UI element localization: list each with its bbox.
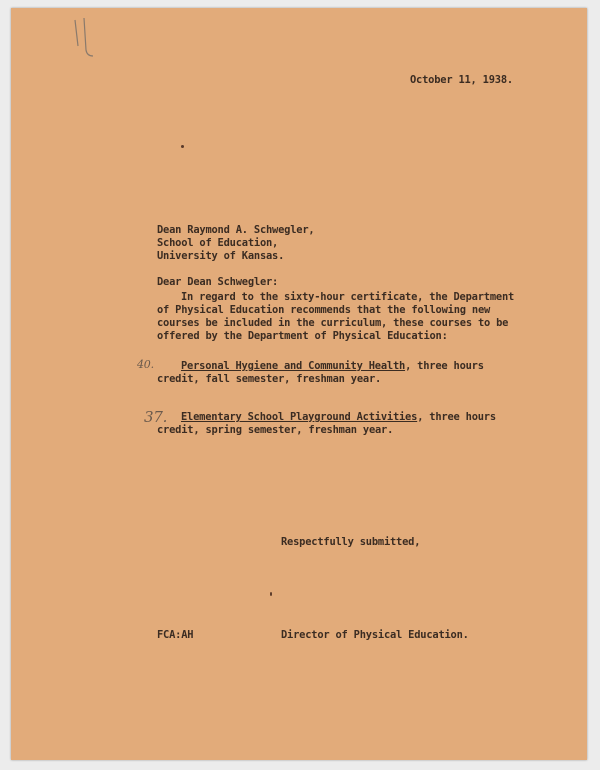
course-2-title: Elementary School Playground Activities xyxy=(181,411,418,423)
intro-line-1: In regard to the sixty-hour certificate, the Department xyxy=(181,291,515,303)
ink-dot-2 xyxy=(270,592,272,596)
letter-date: October 11, 1938. xyxy=(410,74,513,86)
course-1-line-1 xyxy=(181,360,484,372)
signature-title: Director of Physical Education. xyxy=(281,629,469,641)
pencil-mark xyxy=(71,16,95,64)
course-2-line-2: credit, spring semester, freshman year. xyxy=(157,424,394,436)
course-2-line-1 xyxy=(181,411,496,423)
letter-page xyxy=(11,8,587,760)
course-2-number: 37. xyxy=(144,408,168,426)
course-1-number: 40. xyxy=(137,358,154,371)
recipient-school: School of Education, xyxy=(157,237,279,249)
ink-dot xyxy=(181,145,184,148)
recipient-name: Dean Raymond A. Schwegler, xyxy=(157,224,315,236)
course-1-title: Personal Hygiene and Community Health xyxy=(181,360,406,372)
intro-line-4: offered by the Department of Physical Education: xyxy=(157,330,448,342)
course-1-hours: , three hours xyxy=(405,360,484,372)
course-2-hours: , three hours xyxy=(417,411,496,423)
course-1-line-2: credit, fall semester, freshman year. xyxy=(157,373,382,385)
typist-initials: FCA:AH xyxy=(157,629,194,641)
recipient-university: University of Kansas. xyxy=(157,250,285,262)
closing: Respectfully submitted, xyxy=(281,536,421,548)
intro-line-2: of Physical Education recommends that the following new xyxy=(157,304,491,316)
salutation: Dear Dean Schwegler: xyxy=(157,276,279,288)
intro-line-3: courses be included in the curriculum, these courses to be xyxy=(157,317,509,329)
